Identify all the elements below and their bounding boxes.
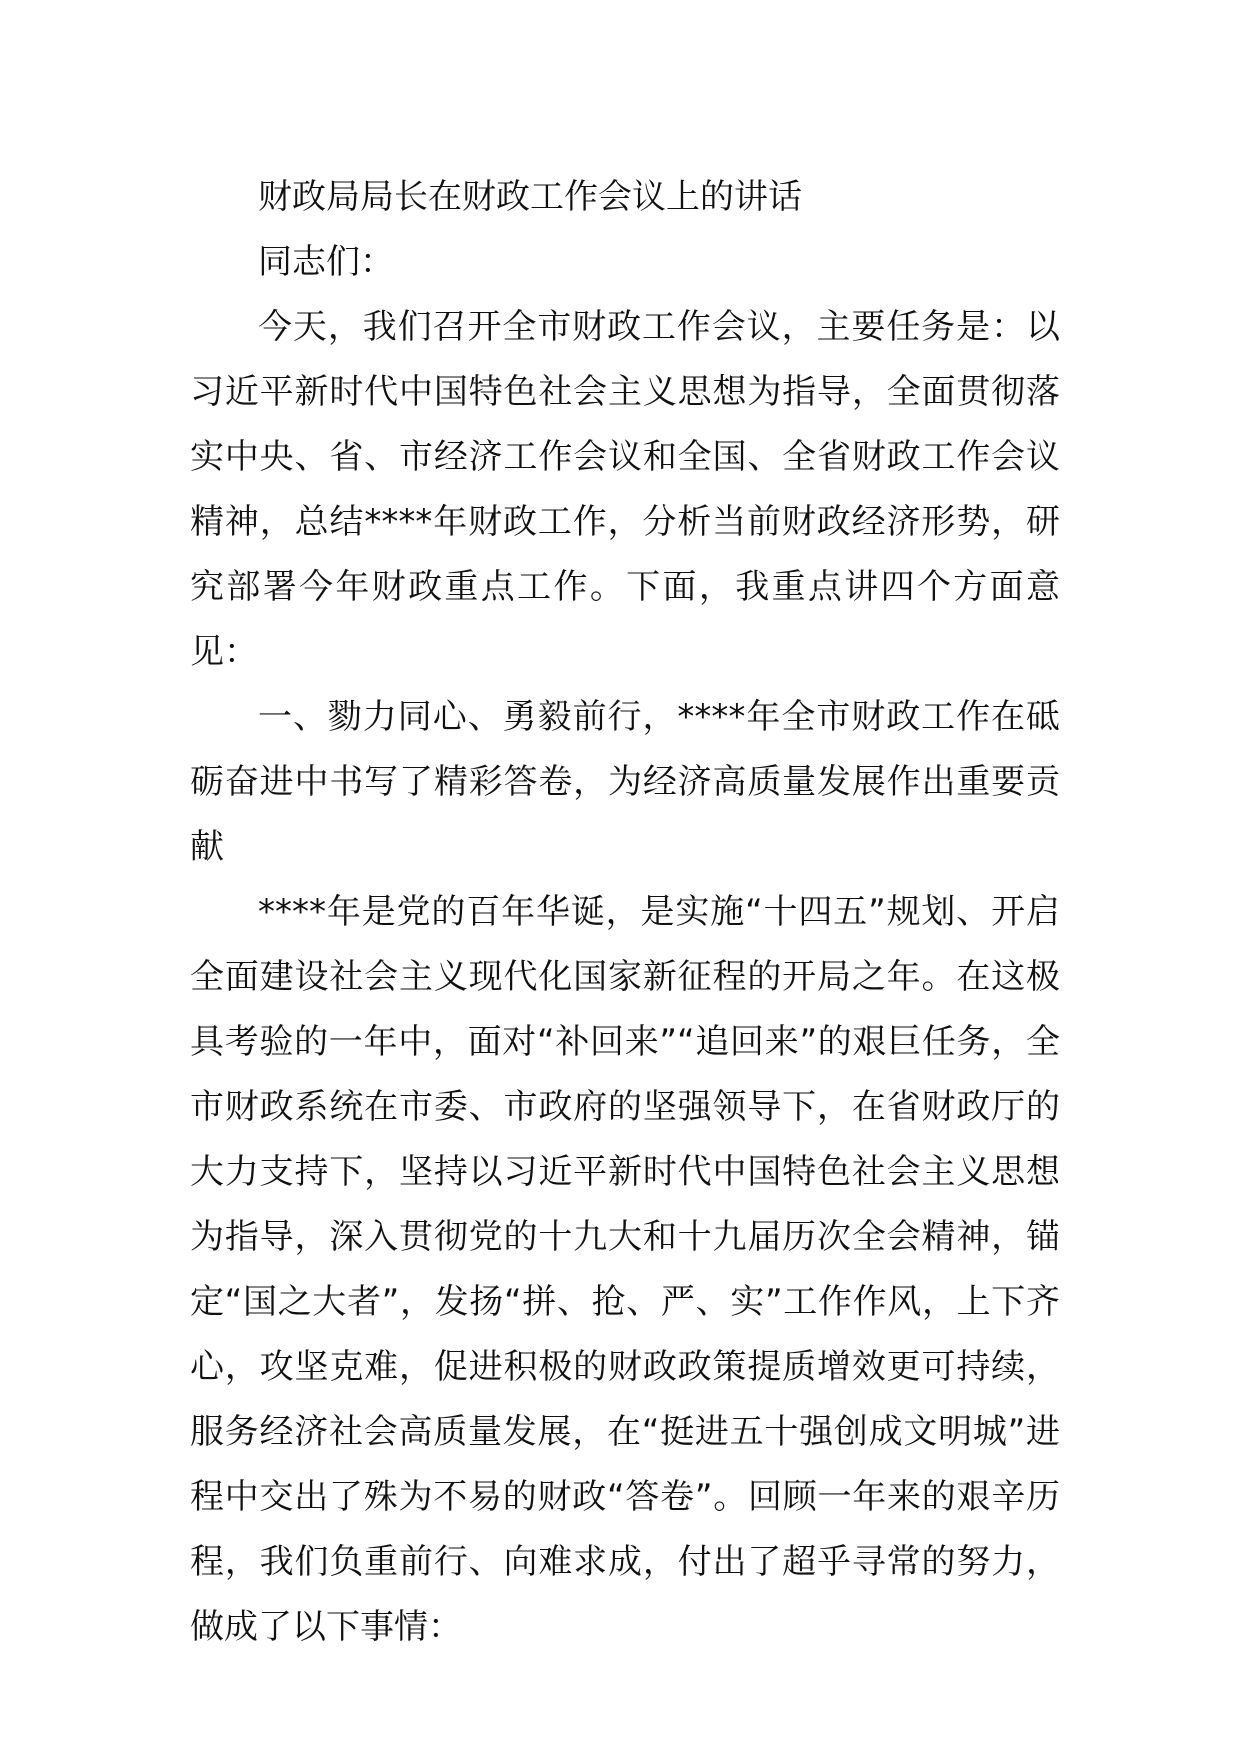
document-body bbox=[190, 165, 1060, 1660]
document-title: 财政局局长在财政工作会议上的讲话 bbox=[258, 177, 802, 217]
paragraph-intro: 今天，我们召开全市财政工作会议，主要任务是：以习近平新时代中国特色社会主义思想为指导，全面贯彻落实中央、省、市经济工作会议和全国、全省财政工作会议精神，总结****年财政工作，分析当前财政经济形势，研究部署今年财政重点工作。下面，我重点讲四个方面意见： bbox=[190, 307, 1060, 672]
paragraph-review: ****年是党的百年华诞，是实施“十四五”规划、开启全面建设社会主义现代化国家新征程的开局之年。在这极具考验的一年中，面对“补回来”“追回来”的艰巨任务，全市财政系统在市委、市政府的坚强领导下，在省财政厅的大力支持下，坚持以习近平新时代中国特色社会主义思想为指导，深入贯彻党的十九大和十九届历次全会精神，锚定“国之大者”，发扬“拼、抢、严、实”工作作风，上下齐心，攻坚克难，促进积极的财政政策提质增效更可持续，服务经济社会高质量发展，在“挺进五十强创成文明城”进程中交出了殊为不易的财政“答卷”。回顾一年来的艰辛历程，我们负重前行、向难求成，付出了超乎寻常的努力，做成了以下事情： bbox=[190, 892, 1060, 1647]
section-heading-1: 一、勠力同心、勇毅前行，****年全市财政工作在砥砺奋进中书写了精彩答卷，为经济高质量发展作出重要贡献 bbox=[190, 697, 1060, 867]
salutation: 同志们： bbox=[258, 242, 394, 282]
